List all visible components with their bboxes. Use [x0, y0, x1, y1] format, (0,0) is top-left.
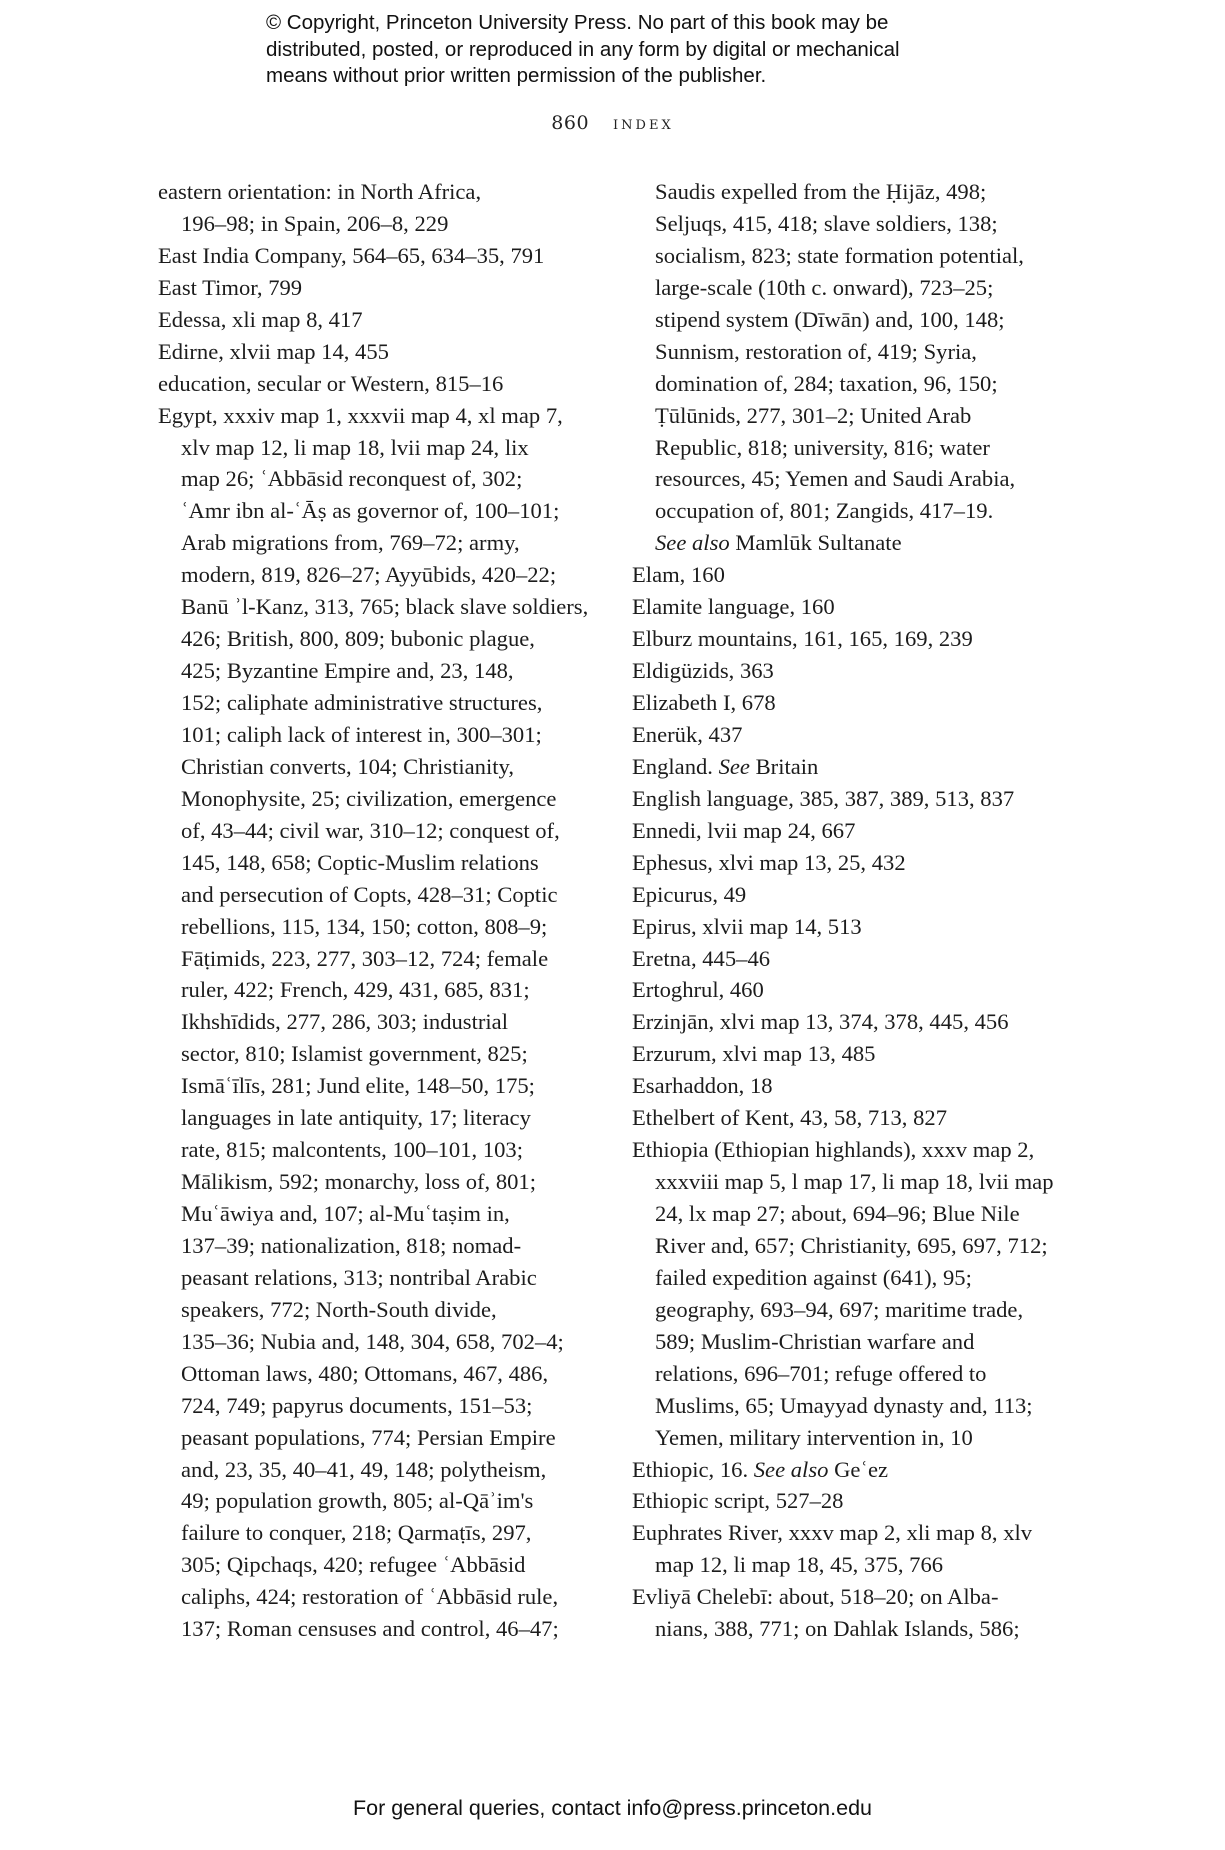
running-title: index: [613, 113, 674, 134]
index-column-left: [158, 176, 588, 1645]
index-line: Muʿāwiya and, 107; al-Muʿtaṣim in,: [181, 1201, 510, 1226]
index-line: xxxviii map 5, l map 17, li map 18, lvii map: [655, 1169, 1054, 1195]
index-line: sector, 810; Islamist government, 825;: [181, 1041, 528, 1067]
index-line: East Timor, 799: [158, 274, 303, 300]
index-line: relations, 696–701; refuge offered to: [655, 1360, 987, 1386]
index-line: languages in late antiquity, 17; literacy: [181, 1105, 531, 1131]
index-line: peasant relations, 313; nontribal Arabic: [181, 1264, 537, 1290]
index-line: ʿAmr ibn al-ʿĀṣ as governor of, 100–101;: [181, 498, 560, 524]
index-line: nians, 388, 771; on Dahlak Islands, 586;: [655, 1616, 1020, 1642]
index-line: Evliyā Chelebī: about, 518–20; on Alba-: [632, 1584, 999, 1610]
index-line: Fāṭimids, 223, 277, 303–12, 724; female: [181, 945, 549, 971]
index-line: 425; Byzantine Empire and, 23, 148,: [181, 658, 514, 684]
index-line: Republic, 818; university, 816; water: [655, 434, 990, 460]
index-line: Seljuqs, 415, 418; slave soldiers, 138;: [655, 210, 998, 236]
index-line: 135–36; Nubia and, 148, 304, 658, 702–4;: [181, 1328, 564, 1354]
footer-contact: For general queries, contact info@press.princeton.edu: [352, 1796, 872, 1820]
index-line: 724, 749; papyrus documents, 151–53;: [181, 1392, 533, 1418]
index-line: map 26; ʿAbbāsid reconquest of, 302;: [181, 466, 523, 492]
index-line: 101; caliph lack of interest in, 300–301;: [181, 721, 542, 747]
index-line: 196–98; in Spain, 206–8, 229: [181, 210, 449, 236]
index-line: Saudis expelled from the Ḥijāz, 498;: [655, 179, 987, 204]
index-line: failure to conquer, 218; Qarmaṭīs, 297,: [181, 1520, 532, 1546]
index-line: Epirus, xlvii map 14, 513: [632, 913, 862, 939]
index-line: ruler, 422; French, 429, 431, 685, 831;: [181, 977, 530, 1003]
index-line: Esarhaddon, 18: [632, 1073, 773, 1099]
copyright-line: © Copyright, Princeton University Press. No part of this book may be: [266, 11, 889, 34]
index-line: 305; Qipchaqs, 420; refugee ʿAbbāsid: [181, 1552, 526, 1578]
index-line: and, 23, 35, 40–41, 49, 148; polytheism,: [181, 1456, 547, 1482]
cross-reference-marker: See: [718, 753, 750, 779]
index-line: Elburz mountains, 161, 165, 169, 239: [632, 626, 973, 652]
index-line: River and, 657; Christianity, 695, 697, 712;: [655, 1232, 1048, 1258]
index-line: Ennedi, lvii map 24, 667: [632, 817, 856, 843]
index-line: socialism, 823; state formation potential,: [655, 242, 1024, 268]
index-line: Yemen, military intervention in, 10: [655, 1424, 973, 1450]
index-line: rate, 815; malcontents, 100–101, 103;: [181, 1137, 523, 1163]
page-number: 860: [551, 112, 590, 134]
index-line: caliphs, 424; restoration of ʿAbbāsid rule,: [181, 1584, 559, 1610]
index-line: Ottoman laws, 480; Ottomans, 467, 486,: [181, 1360, 549, 1386]
index-line: 137; Roman censuses and control, 46–47;: [181, 1616, 559, 1642]
index-line: peasant populations, 774; Persian Empire: [181, 1424, 556, 1450]
index-line: speakers, 772; North-South divide,: [181, 1296, 497, 1322]
index-line: Eldigüzids, 363: [632, 658, 774, 684]
index-line: Elizabeth I, 678: [632, 690, 776, 715]
index-line: Ethelbert of Kent, 43, 58, 713, 827: [632, 1105, 947, 1131]
index-line: rebellions, 115, 134, 150; cotton, 808–9;: [181, 913, 548, 939]
index-line: resources, 45; Yemen and Saudi Arabia,: [655, 466, 1016, 492]
index-line: failed expedition against (641), 95;: [655, 1264, 972, 1290]
index-line: Euphrates River, xxxv map 2, xli map 8, xlv: [632, 1520, 1033, 1546]
index-line: Sunnism, restoration of, 419; Syria,: [655, 338, 977, 364]
index-line: Edirne, xlvii map 14, 455: [158, 338, 389, 364]
index-line: large-scale (10th c. onward), 723–25;: [655, 274, 994, 300]
index-line: of, 43–44; civil war, 310–12; conquest of,: [181, 817, 560, 843]
index-line: map 12, li map 18, 45, 375, 766: [655, 1552, 944, 1578]
index-line: occupation of, 801; Zangids, 417–19.: [655, 498, 994, 524]
index-line: Ephesus, xlvi map 13, 25, 432: [632, 849, 906, 875]
index-line: Enerük, 437: [632, 721, 743, 747]
index-line: and persecution of Copts, 428–31; Coptic: [181, 881, 558, 907]
index-line: Arab migrations from, 769–72; army,: [181, 530, 520, 556]
index-line: Elam, 160: [632, 562, 725, 588]
cross-reference-marker: See also: [753, 1456, 829, 1482]
index-line: Christian converts, 104; Christianity,: [181, 753, 515, 779]
index-line: modern, 819, 826–27; Ayyūbids, 420–22;: [181, 562, 557, 588]
index-line: Eretna, 445–46: [632, 945, 771, 971]
index-line: England. See Britain: [632, 753, 819, 779]
index-line: Ethiopic, 16. See also Geʿez: [632, 1456, 888, 1482]
copyright-notice: [266, 10, 1026, 90]
index-line: 152; caliphate administrative structures,: [181, 690, 543, 715]
index-line: 145, 148, 658; Coptic-Muslim relations: [181, 849, 539, 875]
running-head: [0, 112, 1225, 134]
index-line: Elamite language, 160: [632, 594, 835, 620]
index-line: domination of, 284; taxation, 96, 150;: [655, 370, 998, 396]
index-line: Edessa, xli map 8, 417: [158, 306, 363, 332]
index-line: Banū ʾl-Kanz, 313, 765; black slave soldiers,: [181, 594, 589, 620]
index-line: Epicurus, 49: [632, 881, 747, 907]
index-column-right: [632, 176, 1054, 1645]
index-line: Ismāʿīlīs, 281; Jund elite, 148–50, 175;: [181, 1073, 535, 1099]
index-line: East India Company, 564–65, 634–35, 791: [158, 242, 545, 268]
index-line: Ertoghrul, 460: [632, 977, 764, 1003]
copyright-line: means without prior written permission of the publisher.: [266, 64, 767, 87]
index-line: Egypt, xxxiv map 1, xxxvii map 4, xl map 7,: [158, 402, 563, 428]
index-line: 589; Muslim-Christian warfare and: [655, 1328, 975, 1354]
index-line: xlv map 12, li map 18, lvii map 24, lix: [181, 434, 529, 460]
index-line: 426; British, 800, 809; bubonic plague,: [181, 626, 535, 652]
index-line: 24, lx map 27; about, 694–96; Blue Nile: [655, 1201, 1020, 1226]
cross-reference-marker: See also: [655, 530, 730, 556]
index-line: Mālikism, 592; monarchy, loss of, 801;: [181, 1169, 536, 1195]
index-line: Erzurum, xlvi map 13, 485: [632, 1041, 876, 1067]
index-line: Ṭūlūnids, 277, 301–2; United Arab: [655, 402, 972, 428]
index-line: English language, 385, 387, 389, 513, 837: [632, 785, 1015, 811]
index-line: Ethiopia (Ethiopian highlands), xxxv map 2,: [632, 1137, 1035, 1163]
index-line: Monophysite, 25; civilization, emergence: [181, 785, 557, 811]
copyright-line: distributed, posted, or reproduced in any form by digital or mechanical: [266, 37, 900, 61]
index-line: 49; population growth, 805; al-Qāʾim's: [181, 1488, 534, 1514]
index-line: education, secular or Western, 815–16: [158, 370, 504, 396]
index-line: Erzinjān, xlvi map 13, 374, 378, 445, 456: [632, 1009, 1009, 1035]
index-line: See also Mamlūk Sultanate: [655, 530, 902, 556]
index-line: geography, 693–94, 697; maritime trade,: [655, 1296, 1024, 1322]
index-line: 137–39; nationalization, 818; nomad-: [181, 1232, 522, 1258]
index-line: stipend system (Dīwān) and, 100, 148;: [655, 306, 1005, 332]
index-line: Ikhshīdids, 277, 286, 303; industrial: [181, 1009, 508, 1035]
index-line: Ethiopic script, 527–28: [632, 1488, 844, 1514]
index-line: Muslims, 65; Umayyad dynasty and, 113;: [655, 1392, 1033, 1418]
index-line: eastern orientation: in North Africa,: [158, 179, 482, 204]
